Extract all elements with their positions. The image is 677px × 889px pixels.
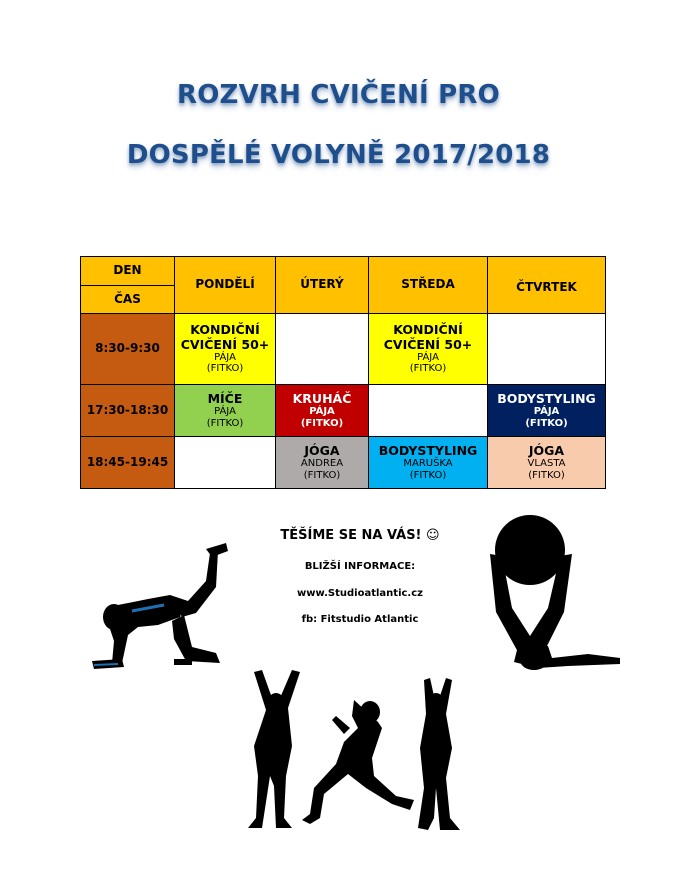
class-name: KONDIČNÍ <box>190 322 260 338</box>
class-cell-mice-monday <box>175 385 276 437</box>
instructor-name: PÁJA <box>417 351 439 363</box>
empty-cell <box>175 437 276 489</box>
instructor-name: ANDREA <box>300 458 344 470</box>
ball-lift-silhouette <box>468 512 628 672</box>
class-name-line2: CVIČENÍ 50+ <box>180 336 270 352</box>
instructor-name: VLASTA <box>527 458 566 470</box>
instructor-name: PÁJA <box>309 406 335 418</box>
class-cell-kruhac-tuesday <box>276 385 369 437</box>
instructor-name: MARUŠKA <box>403 458 453 470</box>
more-info-label: BLIŽŠÍ INFORMACE: <box>304 561 416 572</box>
class-cell-joga-thursday <box>488 437 606 489</box>
class-name: BODYSTYLING <box>378 442 478 458</box>
class-name: JÓGA <box>304 442 340 458</box>
location-label: (FITKO) <box>206 363 244 375</box>
kneeling-kick-silhouette <box>88 535 238 675</box>
class-name: KONDIČNÍ <box>393 322 463 338</box>
header-day-wednesday: STŘEDA <box>369 257 488 314</box>
empty-cell <box>369 385 488 437</box>
instructor-name: PÁJA <box>214 406 236 418</box>
time-cell: 17:30-18:30 <box>81 385 175 437</box>
instructor-name: PÁJA <box>533 406 560 418</box>
class-name-line2: CVIČENÍ 50+ <box>383 336 473 352</box>
location-label: (FITKO) <box>525 417 568 429</box>
greeting-text: TĚŠÍME SE NA VÁS! ☺ <box>280 528 440 543</box>
empty-cell <box>276 314 369 385</box>
class-cell-bodystyling-wednesday <box>369 437 488 489</box>
location-label: (FITKO) <box>409 469 447 481</box>
class-name: BODYSTYLING <box>497 390 596 406</box>
empty-cell <box>488 314 606 385</box>
table-row <box>81 385 606 437</box>
page-title-line-2: DOSPĚLÉ VOLYNĚ 2017/2018 <box>126 140 551 170</box>
location-label: (FITKO) <box>300 417 344 429</box>
class-name: JÓGA <box>528 442 565 458</box>
header-day-monday: PONDĚLÍ <box>175 257 276 314</box>
time-cell: 8:30-9:30 <box>81 314 175 385</box>
location-label: (FITKO) <box>303 469 341 481</box>
header-row <box>81 257 606 286</box>
class-name: MÍČE <box>207 390 243 406</box>
schedule-table <box>80 256 606 489</box>
header-den: DEN <box>81 257 175 286</box>
table-row <box>81 314 606 385</box>
time-cell: 18:45-19:45 <box>81 437 175 489</box>
class-name: KRUHÁČ <box>292 390 352 406</box>
group-stretch-silhouettes <box>240 668 470 838</box>
location-label: (FITKO) <box>409 363 447 375</box>
table-row <box>81 437 606 489</box>
location-label: (FITKO) <box>528 469 565 481</box>
header-cas: ČAS <box>81 286 175 314</box>
instructor-name: PÁJA <box>214 351 236 363</box>
header-day-tuesday: ÚTERÝ <box>276 257 369 314</box>
facebook-label: fb: Fitstudio Atlantic <box>301 614 419 625</box>
class-cell-joga-tuesday <box>276 437 369 489</box>
class-cell-bodystyling-thursday <box>488 385 606 437</box>
website-link[interactable]: www.Studioatlantic.cz <box>297 588 423 599</box>
class-cell-kondicni-monday <box>175 314 276 385</box>
page-title-line-1: ROZVRH CVIČENÍ PRO <box>177 80 500 110</box>
header-day-thursday: ČTVRTEK <box>488 257 606 314</box>
class-cell-kondicni-wednesday <box>369 314 488 385</box>
location-label: (FITKO) <box>206 417 244 429</box>
